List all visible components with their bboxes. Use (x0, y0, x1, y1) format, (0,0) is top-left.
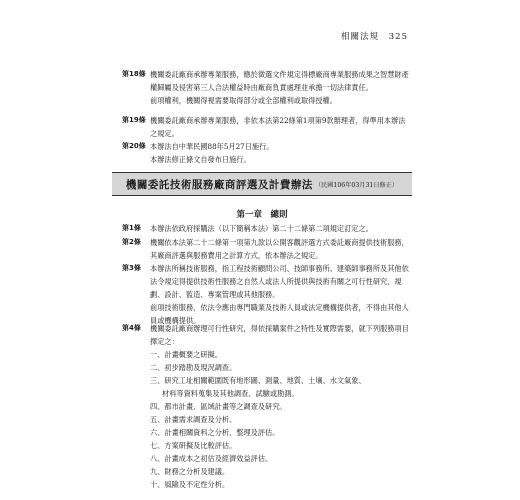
list-item: 材料等資料蒐集及其他調查、試驗或勘測。 (162, 389, 299, 398)
list-item: 二、初步踏勘及現況調查。 (150, 363, 237, 372)
article-number: 第1條 (122, 224, 141, 232)
service-item-list (150, 348, 412, 491)
article-18 (122, 68, 412, 107)
list-item: 六、計畫相關資料之分析、整理及評估。 (150, 428, 280, 437)
article-number: 第18條 (122, 70, 146, 78)
article-20 (122, 140, 412, 166)
article-3 (122, 262, 412, 327)
article-paragraph: 機關委託廠商辦理可行性研究，得依採購案件之特性及實際需要，就下列服務項目擇定之： (150, 324, 409, 346)
article-paragraph: 本辦法修正條文自發布日施行。 (150, 155, 251, 164)
page-header (341, 30, 408, 42)
article-number: 第19條 (122, 116, 146, 124)
article-number: 第2條 (122, 238, 141, 246)
article-paragraph: 本辦法自中華民國88年5月27日施行。 (150, 142, 274, 151)
law-amendment-date: （民國106年03月31日修正） (314, 181, 399, 189)
article-number: 第3條 (122, 264, 141, 272)
article-1 (122, 222, 412, 235)
article-paragraph: 機關依本法第二十二條第一項第九款以公開客觀評選方式委託廠商提供技術服務，其廠商評選與服務費用之計算方式，依本辦法之規定。 (150, 238, 409, 260)
article-number: 第20條 (122, 142, 146, 150)
article-paragraph: 前項技術服務，依法令應由專門職業及技術人員或法定機構提供者，不得由其他人員或機構提供。 (150, 303, 409, 325)
article-paragraph: 本辦法所稱技術服務，指工程技術顧問公司、技師事務所、建築師事務所及其他依法令規定得提供技術性服務之自然人或法人所提供與技術有關之可行性研究、規劃、設計、監造、專案管理或其他服務。 (150, 264, 409, 299)
article-2 (122, 236, 412, 262)
page-number: 325 (388, 32, 408, 42)
article-number: 第4條 (122, 324, 141, 332)
list-item: 九、財務之分析及建議。 (150, 467, 230, 476)
law-title: 機關委託技術服務廠商評選及計費辦法 (125, 178, 313, 191)
law-title-bar (112, 172, 412, 196)
list-item: 四、都市計畫、區域計畫等之調查及研究。 (150, 402, 287, 411)
article-19 (122, 114, 412, 140)
header-title: 相關法規 (341, 32, 380, 42)
list-item: 一、計畫概要之研擬。 (150, 350, 222, 359)
article-paragraph: 機關委託廠商承辦專業服務，非依本法第22條第1項第9款辦理者，得準用本辦法之規定。 (150, 116, 406, 138)
list-item: 七、方案研擬及比較評估。 (150, 441, 237, 450)
list-item: 十、風險及不定性分析。 (150, 480, 230, 489)
list-item: 三、研究工址相關範圍既有地形圖、測量、地質、土壤、水文氣象、 (150, 376, 366, 385)
list-item: 五、計畫需求調查及分析。 (150, 415, 237, 424)
list-item: 八、計畫成本之初估及經濟效益評估。 (150, 454, 273, 463)
article-paragraph: 前項權利，機關得視需要取得部分或全部權利或取得授權。 (150, 96, 337, 105)
article-paragraph: 機關委託廠商承辦專業服務，應於徵選文件規定得標廠商專業服務成果之智慧財產權歸屬及侵害第三人合法權益時由廠商負責處理並承擔一切法律責任。 (150, 70, 409, 92)
article-paragraph: 本辦法依政府採購法（以下簡稱本法）第二十二條第二項規定訂定之。 (150, 224, 373, 233)
chapter-heading: 第一章 總則 (236, 210, 288, 220)
article-4 (122, 322, 412, 491)
